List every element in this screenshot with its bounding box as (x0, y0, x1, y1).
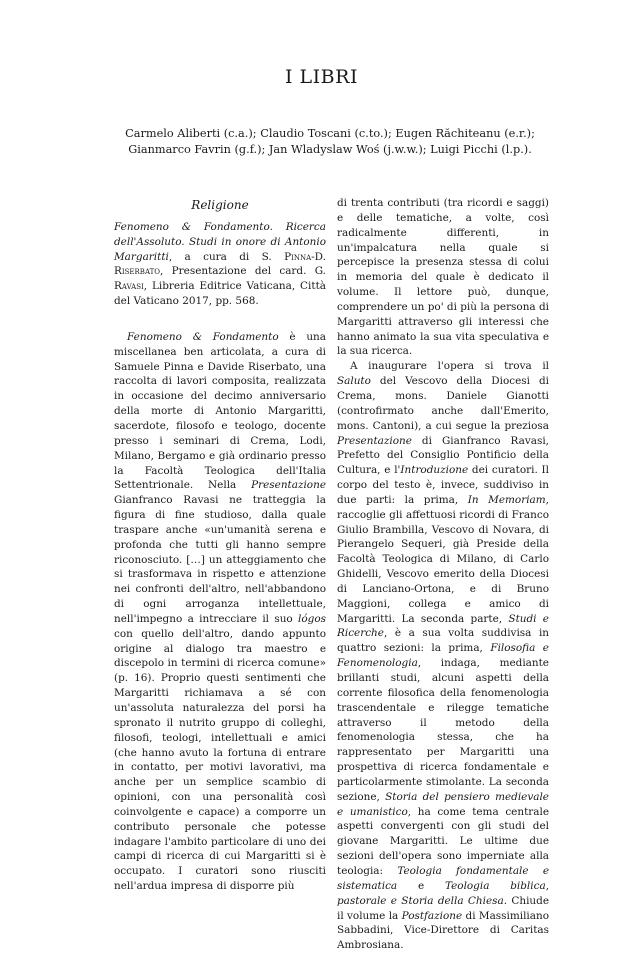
review-paragraph: di trenta contributi (tra ricordi e saggi) e delle tematiche, a volte, così radicalmente differenti, in un'impalcatura nella quale si percepisce la presenza stessa di colui in memoria del quale è dedicato il volume. Il lettore può, dunque, comprendere un po' di più la persona di Margaritti attraverso gli interessi che hanno animato la sua vita speculativa e la sua ricerca. (337, 197, 549, 358)
biblio-text: , Presentazione del card. G. (160, 265, 326, 278)
italic-title: Introduzione (400, 464, 469, 477)
contributors-list (100, 126, 560, 158)
body-text: del Vescovo della Diocesi di Crema, mons. Daniele Gianotti (controfirmato anche dall'Emerito, mons. Cantoni), a cui segue la preziosa (337, 375, 549, 432)
body-text: di Gianfranco Ravasi, Prefetto del Consiglio Pontificio della Cultura, e l' (337, 434, 549, 477)
body-text: . Chiude il volume la (337, 894, 549, 922)
contributors-line-1: Carmelo Aliberti (c.a.); Claudio Toscani (c.to.); Eugen Răchiteanu (e.r.); (125, 127, 535, 140)
body-text: è una miscellanea ben articolata, a cura di Samuele Pinna e Davide Riserbato, una raccolta di lavori composita, realizzata in occasione del decimo anniversario della morte di Antonio Margaritti, sacerdote, filosofo e teologo, docente presso i seminari di Crema, Lodi, Milano, Bergamo e già ordinario presso la Facoltà Teologica dell'Italia Settentrionale. Nella (114, 330, 327, 492)
body-text: A inaugurare l'opera si trova il (350, 360, 549, 373)
italic-title: Postfazione (401, 909, 463, 922)
body-text: dei curatori. Il corpo del testo è, invece, suddiviso in due parti: la prima, (337, 464, 550, 506)
italic-title: Filosofia e Fenomenologia (337, 642, 549, 670)
italic-title: Saluto (337, 375, 371, 388)
book-title: Fenomeno & Fondamento. Ricerca dell'Assoluto. Studi in onore di Antonio Margaritti (114, 220, 326, 263)
italic-title: Teologia biblica, pastorale e Storia della Chiesa (337, 879, 549, 907)
right-column (337, 196, 549, 953)
body-text: , raccoglie gli affettuosi ricordi di Franco Giulio Brambilla, Vescovo di Novara, di Pierangelo Sequeri, già Preside della Facoltà Teologica di Milano, di Carlo Ghidelli, Vescovo emerito della Diocesi di Lanciano-Ortona, e di Bruno Maggioni, collega e amico di Margaritti. La seconda parte, (337, 493, 549, 625)
review-paragraph (114, 330, 326, 894)
contributors-line-2: Gianmarco Favrin (g.f.); Jan Wladyslaw Woś (j.w.w.); Luigi Picchi (l.p.). (128, 143, 532, 156)
italic-title: Studi e Ricerche (337, 612, 549, 640)
italic-term: lógos (298, 612, 326, 625)
left-column (114, 198, 326, 894)
italic-title: Presentazione (251, 479, 326, 492)
italic-title: Fenomeno & Fondamento (127, 330, 279, 343)
body-text: , ha come tema centrale aspetti convergenti con gli studi del giovane Margaritti. Le ultime due sezioni dell'opera sono imperniate alla teologia: (337, 805, 549, 877)
body-text: , indaga, mediante brillanti studi, alcuni aspetti della corrente filosofica della fenomenologia trascendentale e rilegge tematiche attraverso il metodo della fenomenologia stessa, che ha rappresentato per Margaritti una prospettiva di ricerca fondamentale e particolarmente stimolante. La seconda sezione, (337, 657, 549, 803)
body-text: e (397, 879, 445, 892)
body-text: con quello dell'altro, dando appunto origine al dialogo tra maestro e discepolo in termini di ricerca comune» (p. 16). Proprio questi sentimenti che Margaritti richiamava a sé con un'assoluta naturalezza del porsi ha spronato il nutrito gruppo di colleghi, filosofi, teologi, intellettuali e amici (che hanno avuto la fortuna di entrare in contatto, per motivi lavorativi, ma anche per un semplice scambio di opinioni, con una personalità così coinvolgente e capace) a comporre un contributo personale che potesse indagare l'ambito particolare di uno dei campi di ricerca di cui Margaritti si è occupato. I curatori sono riusciti nell'ardua impresa di disporre più (114, 627, 326, 893)
presenter-name: Ravasi (114, 280, 144, 293)
italic-title: Presentazione (337, 434, 412, 447)
italic-title: Storia del pensiero medievale e umanistico (337, 790, 549, 818)
editor-name: Pinna (284, 250, 312, 263)
body-text: Gianfranco Ravasi ne tratteggia la figura di fine studioso, dalla quale traspare anche «un'umanità serena e profonda che tutti gli hanno sempre riconosciuto. […] un atteggiamento che si trasformava in rispetto e attenzione nei confronti dell'altro, nell'abbandono di ogni arroganza intellettuale, nell'impegno a intrecciare il suo (114, 494, 326, 625)
bibliographic-entry (114, 220, 326, 309)
biblio-text: , a cura di S. (168, 250, 285, 263)
section-heading: Religione (191, 198, 249, 212)
review-paragraph (337, 359, 549, 953)
editor-name: Riserbato (114, 265, 161, 278)
page-title: I LIBRI (285, 66, 358, 88)
italic-title: Teologia fondamentale e sistematica (337, 864, 549, 892)
biblio-text: , Libreria Editrice Vaticana, Città del Vaticano 2017, pp. 568. (114, 280, 326, 308)
body-text: , è a sua volta suddivisa in quattro sezioni: la prima, (337, 627, 549, 655)
body-text: di Massimiliano Sabbadini, Vice-Direttore di Caritas Ambrosiana. (337, 909, 549, 952)
biblio-text: -D. (311, 250, 326, 263)
italic-title: In Memoriam (467, 493, 546, 506)
